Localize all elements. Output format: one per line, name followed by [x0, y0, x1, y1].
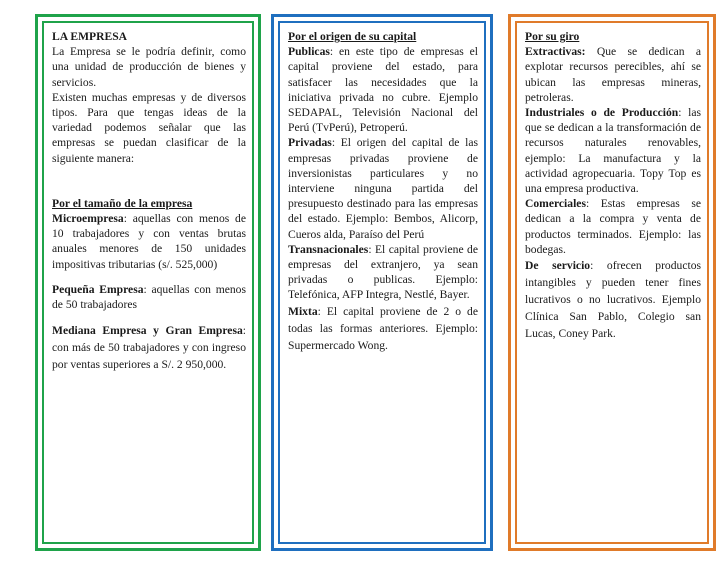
public-paragraph [288, 44, 478, 135]
micro-paragraph [52, 211, 246, 272]
transnational-term: Transnacionales [288, 242, 369, 256]
medium-term: Mediana Empresa y Gran Empresa [52, 324, 243, 338]
medium-paragraph [52, 322, 246, 373]
industrial-text: : las que se dedican a la transformación de recursos naturales renovables, ejemplo: La manufactura y la actividad agropecuaria. Topy Top es una empresa productiva. [525, 106, 702, 196]
private-paragraph [288, 135, 478, 241]
spacer [52, 312, 246, 322]
small-text: : aquellas con menos de 50 trabajadores [52, 282, 246, 312]
panel-inner-border [515, 21, 709, 544]
micro-term: Microempresa [52, 212, 124, 226]
capital-heading: Por el origen de su capital [288, 30, 417, 43]
service-term: De servicio [525, 259, 591, 273]
commercial-paragraph [525, 196, 701, 257]
size-heading: Por el tamaño de la empresa [52, 196, 193, 210]
panel-por-su-giro [508, 14, 716, 551]
mixed-term: Mixta [288, 304, 318, 318]
industrial-term: Industriales o de Producción [525, 106, 679, 120]
public-term: Publicas [288, 45, 330, 59]
small-term: Pequeña Empresa [52, 282, 144, 296]
private-text: : El origen del capital de las empresas privadas proviene de inversionistas particulares y no interviene ninguna partida del presupuesto destinado para las empresas del estado. Ejemplo: Bembos, Alicorp, Cueros alda, Paraíso del Perú [288, 136, 478, 241]
giro-heading: Por su giro [525, 30, 580, 43]
medium-text: : con más de 50 trabajadores y con ingreso por ventas superiores a S/. 2 950,000. [52, 324, 246, 372]
spacer [52, 166, 246, 181]
panel-inner-border [42, 21, 254, 544]
spacer [52, 181, 246, 196]
service-paragraph [525, 257, 701, 342]
intro-text-2: Existen muchas empresas y de diversos tipos. Para que tengas ideas de la variedad podemos señalar que las empresas se puedan clasificar de la siguiente manera: [52, 90, 246, 165]
intro-text: La Empresa se le podría definir, como una unidad de producción de bienes y servicios. [52, 45, 246, 89]
section-title: LA EMPRESA [52, 30, 128, 43]
panel-inner-border [278, 21, 486, 544]
small-paragraph [52, 282, 246, 312]
extractive-paragraph [525, 44, 701, 105]
transnational-text: : El capital proviene de empresas del extranjero, ya sean privadas o publicas. Ejemplo: Telefónica, AFP Integra, Nestlé, Bayer. [288, 242, 478, 302]
extractive-text: Que se dedican a explotar recursos perecibles, ahí se ubican las empresas mineras, petroleras. [525, 45, 701, 104]
extractive-term: Extractivas: [525, 45, 586, 59]
mixed-paragraph [288, 303, 478, 354]
public-text: : en este tipo de empresas el capital proviene del estado, para satisfacer las necesidades que la iniciativa privada no cubre. Ejemplo SEDAPAL, Televisión Nacional del Perú (TvPerú), Petroperú. [288, 45, 478, 135]
mixed-text: : El capital proviene de 2 o de todas las formas anteriores. Ejemplo: Supermercado Wong. [288, 304, 478, 352]
micro-text: : aquellas con menos de 10 trabajadores y con ventas brutas anuales menores de 150 unidades impositivas tributarias (s/. 525,000) [52, 212, 246, 271]
industrial-paragraph [525, 105, 701, 196]
panel-la-empresa [35, 14, 261, 551]
transnational-paragraph [288, 242, 478, 303]
spacer [52, 272, 246, 282]
private-term: Privadas [288, 136, 332, 150]
service-text: : ofrecen productos intangibles y pueden tener fines lucrativos o no lucrativos. Ejemplo Clínica San Pablo, Colegio san Lucas, Coney Park. [525, 259, 702, 341]
commercial-text: : Estas empresas se dedican a la compra y venta de productos terminados. Ejemplo: las bodegas. [525, 197, 701, 256]
commercial-term: Comerciales [525, 197, 586, 211]
panel-origen-capital [271, 14, 493, 551]
